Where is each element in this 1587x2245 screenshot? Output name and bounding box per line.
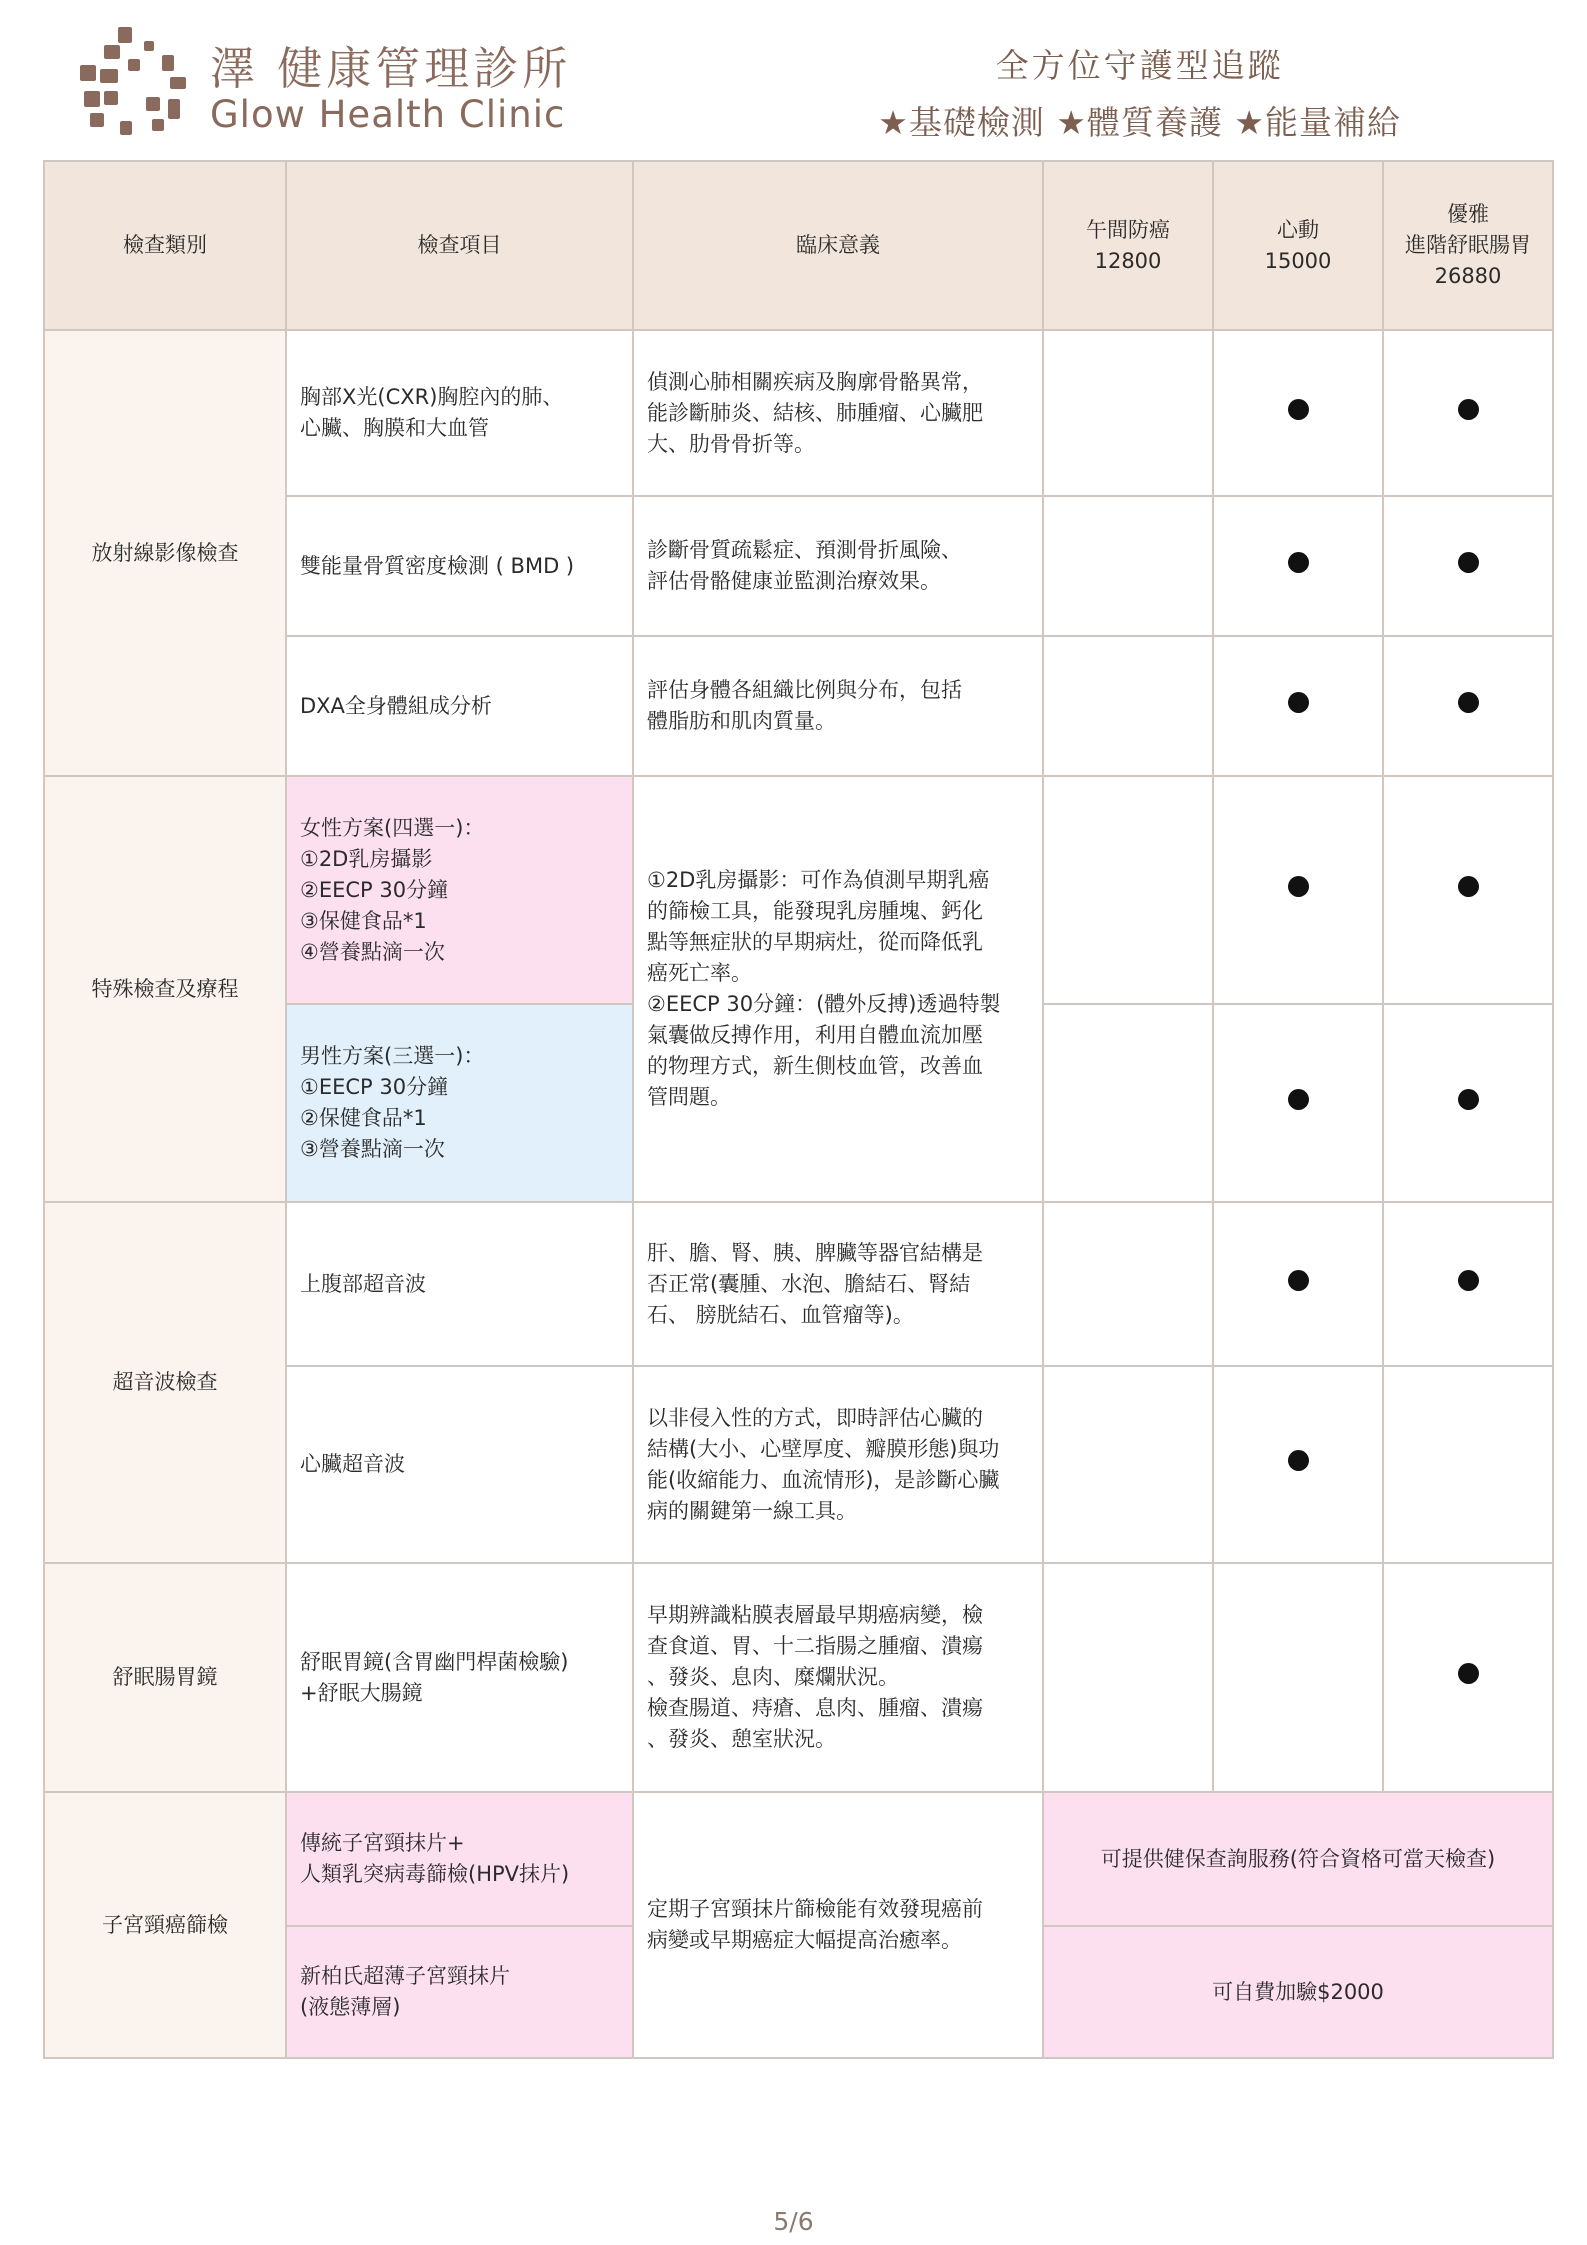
tagline-line2: ★基礎檢測 ★體質養護 ★能量補給 (878, 103, 1401, 142)
table-header-row (44, 161, 1553, 330)
item-female-plan: 女性方案(四選一)： ①2D乳房攝影 ②EECP 30分鐘 ③保健食品*1 ④營養點滴一次 (286, 776, 633, 1004)
plan-elegant-cell (1383, 776, 1553, 1004)
plan-heart-cell (1213, 776, 1383, 1004)
page-header (0, 0, 1587, 160)
checkup-comparison-table (43, 160, 1554, 2059)
tagline-line1: 全方位守護型追蹤 (995, 46, 1284, 85)
item-thinprep: 新柏氏超薄子宮頸抹片 (液態薄層) (286, 1926, 633, 2058)
plan-lunch-cell (1043, 1004, 1213, 1202)
included-dot-icon (1458, 692, 1479, 713)
note-nhi-service: 可提供健保查詢服務(符合資格可當天檢查) (1043, 1792, 1553, 1926)
item-bmd: 雙能量骨質密度檢測 ( BMD ) (286, 496, 633, 636)
table-row (44, 776, 1553, 1004)
plan-elegant-cell (1383, 1563, 1553, 1792)
item-cxr: 胸部X光(CXR)胸腔內的肺、 心臟、胸膜和大血管 (286, 330, 633, 496)
plan-elegant-subtitle: 進階舒眠腸胃 (1405, 233, 1531, 257)
plan-heart-cell (1213, 1563, 1383, 1792)
plan-lunch-cell (1043, 636, 1213, 776)
plan-lunch-cell (1043, 496, 1213, 636)
plan-heart-price: 15000 (1264, 248, 1332, 273)
plan-heart-cell (1213, 1004, 1383, 1202)
plan-lunch-cell (1043, 1202, 1213, 1366)
category-cervical: 子宮頸癌篩檢 (44, 1792, 286, 2058)
page-number: 5/6 (773, 2207, 814, 2236)
clinic-logo-icon (80, 25, 190, 140)
meaning-bmd: 診斷骨質疏鬆症、預測骨折風險、 評估骨骼健康並監測治療效果。 (633, 496, 1043, 636)
meaning-special: ①2D乳房攝影：可作為偵測早期乳癌 的篩檢工具，能發現乳房腫塊、鈣化 點等無症狀的早期病灶，從而降低乳 癌死亡率。 ②EECP 30分鐘：(體外反搏)透過特製 氣囊做反搏作用，利用自體血流加壓 的物理方式，新生側枝血管，改善血 管問題。 (633, 776, 1043, 1202)
included-dot-icon (1458, 1663, 1479, 1684)
plan-elegant-cell (1383, 496, 1553, 636)
meaning-cxr: 偵測心肺相關疾病及胸廓骨骼異常， 能診斷肺炎、結核、肺腫瘤、心臟肥 大、肋骨骨折等。 (633, 330, 1043, 496)
note-self-pay: 可自費加驗$2000 (1043, 1926, 1553, 2058)
clinic-name-english: Glow Health Clinic (210, 93, 566, 136)
plan-elegant-cell (1383, 1004, 1553, 1202)
plan-heart-cell (1213, 636, 1383, 776)
table-row (44, 330, 1553, 496)
plan-lunch-cell (1043, 1563, 1213, 1792)
meaning-dxa: 評估身體各組織比例與分布，包括 體脂肪和肌肉質量。 (633, 636, 1043, 776)
plan-elegant-cell (1383, 1366, 1553, 1563)
item-cardiac: 心臟超音波 (286, 1366, 633, 1563)
included-dot-icon (1288, 552, 1309, 573)
plan-heart-cell (1213, 330, 1383, 496)
included-dot-icon (1288, 1089, 1309, 1110)
table-row (44, 1563, 1553, 1792)
included-dot-icon (1458, 399, 1479, 420)
category-endoscopy: 舒眠腸胃鏡 (44, 1563, 286, 1792)
included-dot-icon (1458, 552, 1479, 573)
clinic-name-chinese: 澤 健康管理診所 (210, 42, 572, 95)
plan-elegant-price: 26880 (1434, 264, 1502, 288)
plan-lunch-cell (1043, 776, 1213, 1004)
tagline (878, 40, 1401, 144)
item-pap-hpv: 傳統子宮頸抹片+ 人類乳突病毒篩檢(HPV抹片) (286, 1792, 633, 1926)
category-radiology: 放射線影像檢查 (44, 330, 286, 776)
meaning-cardiac: 以非侵入性的方式，即時評估心臟的 結構(大小、心壁厚度、瓣膜形態)與功 能(收縮能力、血流情形)，是診斷心臟 病的關鍵第一線工具。 (633, 1366, 1043, 1563)
included-dot-icon (1288, 692, 1309, 713)
meaning-cervical: 定期子宮頸抹片篩檢能有效發現癌前 病變或早期癌症大幅提高治癒率。 (633, 1792, 1043, 2058)
header-category: 檢查類別 (44, 161, 286, 330)
header-plan-lunch (1043, 161, 1213, 330)
item-dxa: DXA全身體組成分析 (286, 636, 633, 776)
table-row (44, 1202, 1553, 1366)
plan-lunch-cell (1043, 330, 1213, 496)
plan-heart-name: 心動 (1277, 217, 1319, 242)
item-male-plan: 男性方案(三選一)： ①EECP 30分鐘 ②保健食品*1 ③營養點滴一次 (286, 1004, 633, 1202)
plan-lunch-name: 午間防癌 (1086, 217, 1170, 242)
plan-heart-cell (1213, 1366, 1383, 1563)
header-meaning: 臨床意義 (633, 161, 1043, 330)
header-item: 檢查項目 (286, 161, 633, 330)
plan-elegant-cell (1383, 1202, 1553, 1366)
plan-elegant-cell (1383, 636, 1553, 776)
included-dot-icon (1458, 1270, 1479, 1291)
plan-heart-cell (1213, 1202, 1383, 1366)
header-plan-heart (1213, 161, 1383, 330)
included-dot-icon (1458, 1089, 1479, 1110)
included-dot-icon (1288, 1270, 1309, 1291)
plan-lunch-price: 12800 (1094, 248, 1162, 273)
plan-heart-cell (1213, 496, 1383, 636)
plan-elegant-name: 優雅 (1447, 202, 1489, 226)
item-upper-abdomen: 上腹部超音波 (286, 1202, 633, 1366)
category-special: 特殊檢查及療程 (44, 776, 286, 1202)
included-dot-icon (1288, 399, 1309, 420)
meaning-endoscopy: 早期辨識粘膜表層最早期癌病變，檢 查食道、胃、十二指腸之腫瘤、潰瘍 、發炎、息肉、糜爛狀況。 檢查腸道、痔瘡、息肉、腫瘤、潰瘍 、發炎、憩室狀況。 (633, 1563, 1043, 1792)
meaning-upper-abdomen: 肝、膽、腎、胰、脾臟等器官結構是 否正常(囊腫、水泡、膽結石、腎結 石、 膀胱結石、血管瘤等)。 (633, 1202, 1043, 1366)
table-row (44, 1792, 1553, 1926)
category-ultrasound: 超音波檢查 (44, 1202, 286, 1563)
item-endoscopy: 舒眠胃鏡(含胃幽門桿菌檢驗) +舒眠大腸鏡 (286, 1563, 633, 1792)
plan-elegant-cell (1383, 330, 1553, 496)
plan-lunch-cell (1043, 1366, 1213, 1563)
included-dot-icon (1288, 1450, 1309, 1471)
included-dot-icon (1288, 876, 1309, 897)
header-plan-elegant (1383, 161, 1553, 330)
included-dot-icon (1458, 876, 1479, 897)
